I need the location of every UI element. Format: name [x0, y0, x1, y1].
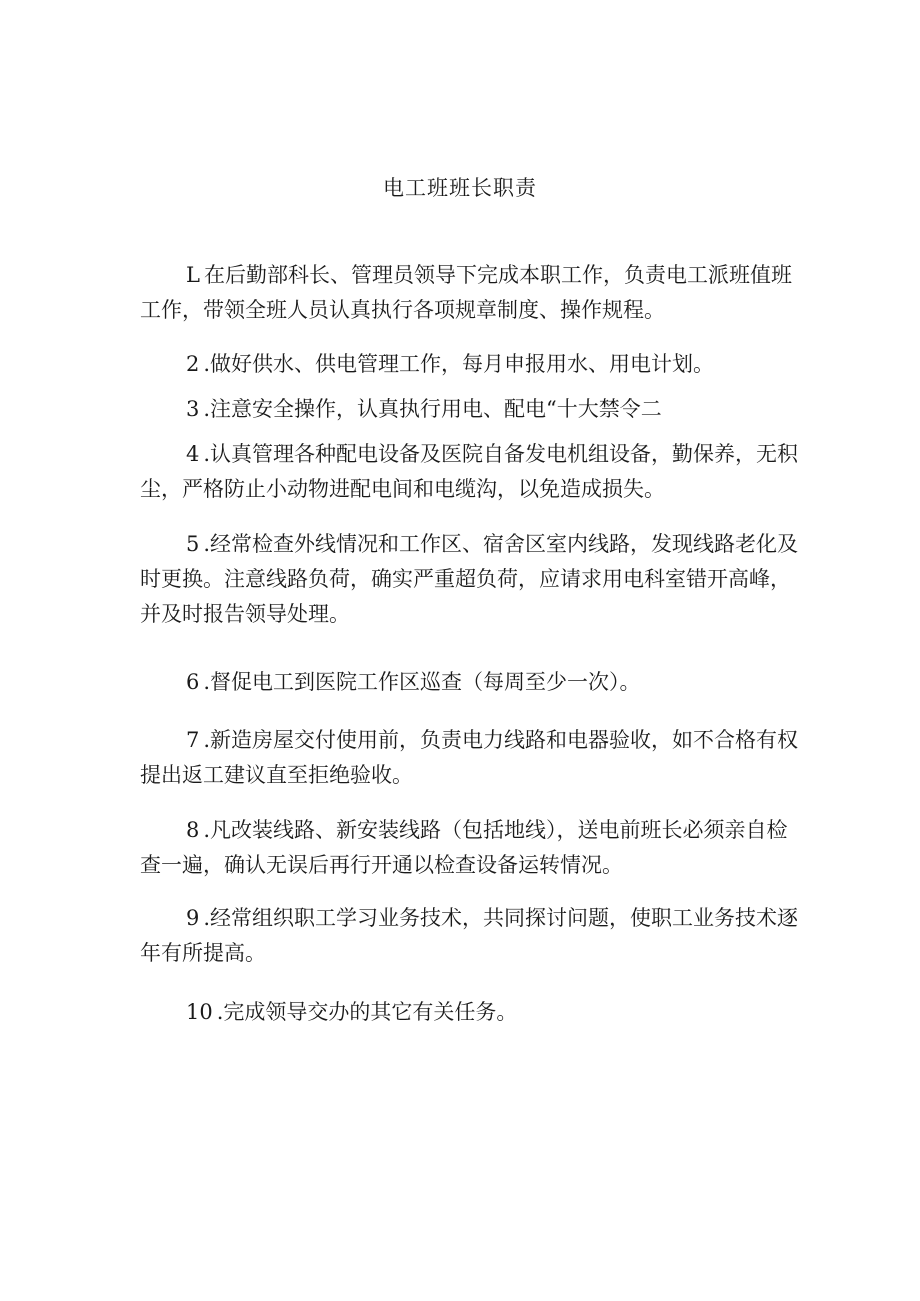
duty-item-9: [140, 901, 800, 971]
item-text: .做好供水、供电管理工作，每月申报用水、用电计划。: [203, 352, 715, 376]
item-number: 5: [186, 532, 200, 556]
item-text: 在后勤部科长、管理员领导下完成本职工作，负责电工派班值班工作，带领全班人员认真执行各项规章制度、操作规程。: [140, 263, 792, 322]
item-number: 9: [186, 906, 200, 930]
item-number: 6: [186, 670, 200, 694]
item-text: .注意安全操作，认真执行用电、配电“十大禁令二: [203, 397, 662, 421]
item-text: .经常组织职工学习业务技术，共同探讨问题，使职工业务技术逐年有所提高。: [140, 906, 799, 965]
item-number: 3: [186, 397, 200, 421]
page-title: 电工班班长职责: [383, 176, 537, 200]
duty-item-10: [140, 995, 800, 1030]
item-text: .经常检查外线情况和工作区、宿舍区室内线路，发现线路老化及时更换。注意线路负荷，确实严重超负荷，应请求用电科室错开高峰，并及时报告领导处理。: [140, 532, 799, 626]
duty-item-1: [140, 258, 800, 328]
item-text: .督促电工到医院工作区巡查（每周至少一次）。: [203, 670, 641, 694]
item-number: 8: [186, 818, 200, 842]
item-number: 2: [186, 352, 200, 376]
item-number: 10: [186, 1000, 213, 1024]
duty-item-7: [140, 723, 800, 793]
duty-item-3: [140, 392, 800, 427]
duty-item-2: [140, 347, 800, 382]
duty-item-5: [140, 527, 800, 632]
item-number: 4: [186, 442, 200, 466]
duty-item-6: [140, 665, 800, 700]
item-text: .凡改装线路、新安装线路（包括地线），送电前班长必须亲自检查一遍，确认无误后再行开通以检查设备运转情况。: [140, 818, 788, 877]
item-number: L: [186, 263, 200, 287]
item-text: .新造房屋交付使用前，负责电力线路和电器验收，如不合格有权提出返工建议直至拒绝验收。: [140, 728, 799, 787]
duty-item-8: [140, 813, 800, 883]
item-text: .完成领导交办的其它有关任务。: [216, 1000, 518, 1024]
item-number: 7: [186, 728, 200, 752]
duty-item-4: [140, 437, 800, 507]
item-text: .认真管理各种配电设备及医院自备发电机组设备，勤保养，无积尘，严格防止小动物进配电间和电缆沟，以免造成损失。: [140, 442, 799, 501]
